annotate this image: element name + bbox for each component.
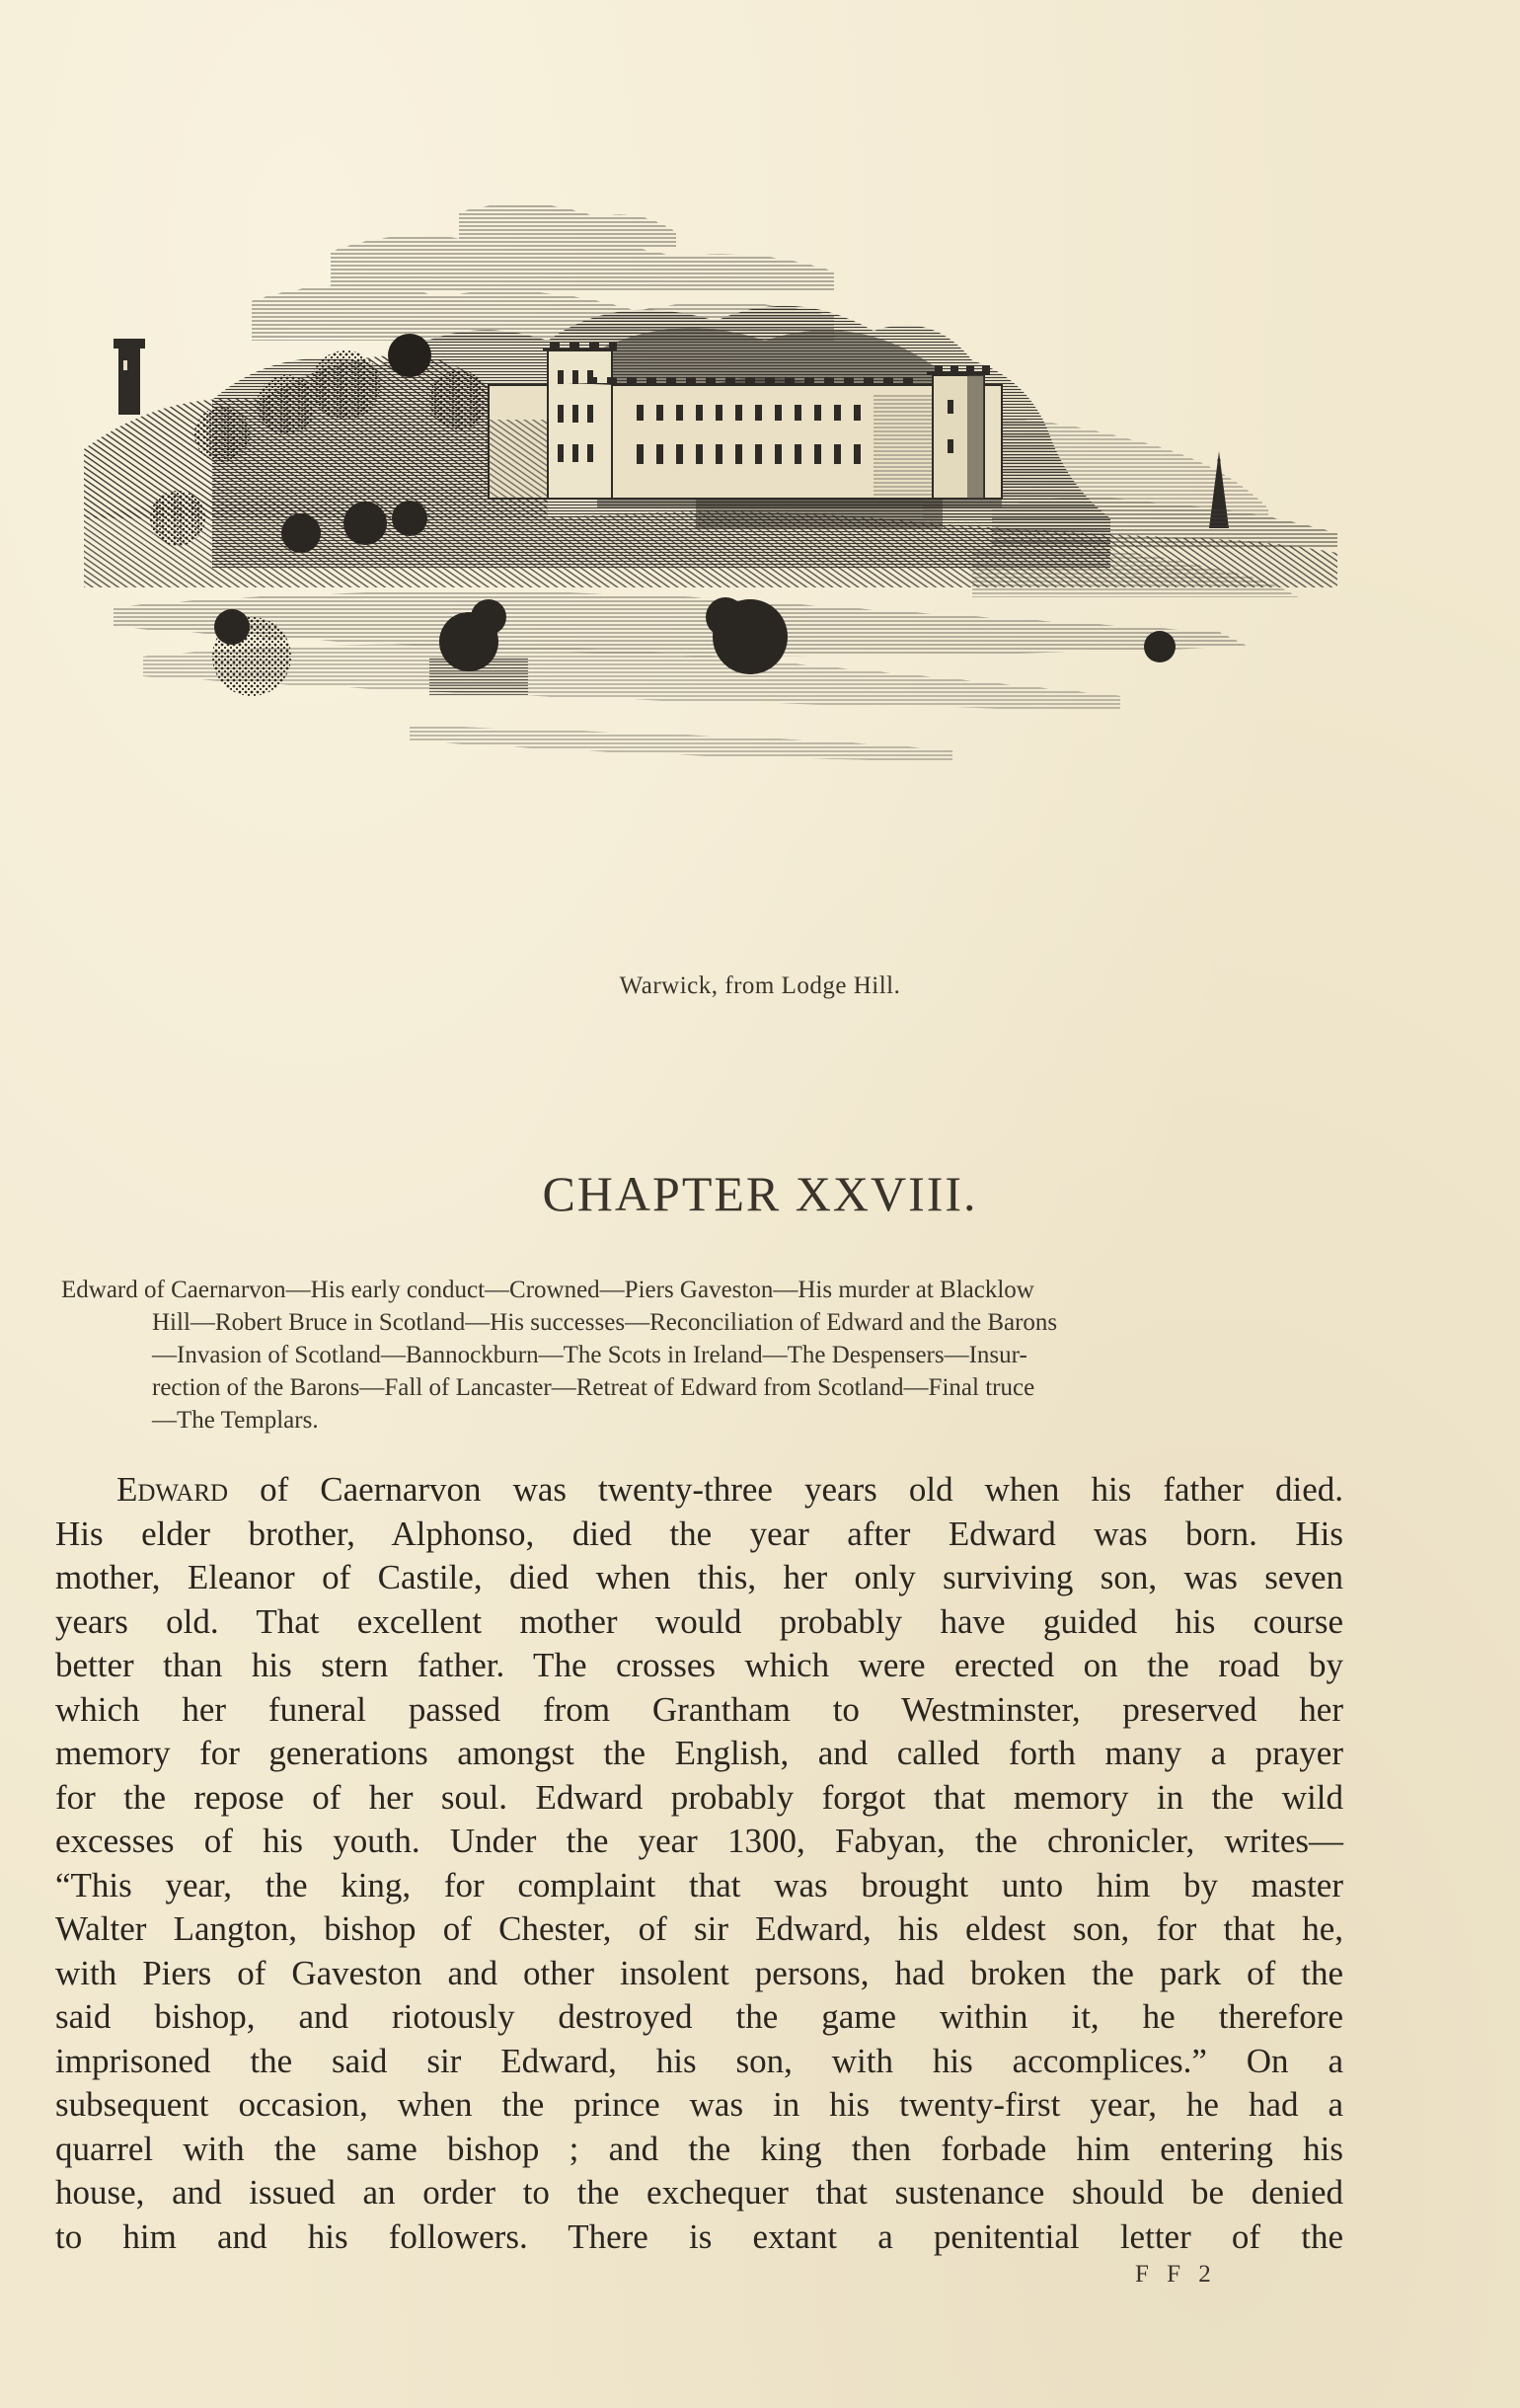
body-line-first-rest: of Caernarvon was twenty-three years old when his father died. [228, 1470, 1343, 1509]
body-line: Walter Langton, bishop of Chester, of sir Edward, his eldest son, for that he, [55, 1909, 1343, 1948]
signature-mark: F F 2 [1135, 2261, 1217, 2288]
synopsis-line: Hill—Robert Bruce in Scotland—His successes—Reconciliation of Edward and the Barons [152, 1309, 1058, 1336]
chapter-heading: CHAPTER XXVIII. [542, 1166, 978, 1221]
synopsis-line: rection of the Barons—Fall of Lancaster—Retreat of Edward from Scotland—Final truce [152, 1374, 1035, 1401]
body-text [55, 1468, 1343, 2259]
body-line: “This year, the king, for complaint that was brought unto him by master [55, 1865, 1343, 1904]
body-line: to him and his followers. There is extant a penitential letter of the [55, 2216, 1343, 2256]
body-line: His elder brother, Alphonso, died the year after Edward was born. His [55, 1514, 1343, 1553]
body-line: memory for generations amongst the English, and called forth many a prayer [55, 1734, 1343, 1772]
body-line: house, and issued an order to the exchequer that sustenance should be denied [55, 2173, 1343, 2212]
body-line: better than his stern father. The crosses which were erected on the road by [55, 1646, 1343, 1684]
synopsis-line: —The Templars. [152, 1407, 319, 1434]
body-line-first [55, 1468, 1343, 1513]
body-line: for the repose of her soul. Edward probably forgot that memory in the wild [55, 1777, 1343, 1817]
body-line: subsequent occasion, when the prince was in his twenty-first year, he had a [55, 2085, 1343, 2124]
body-line: mother, Eleanor of Castile, died when this, her only surviving son, was seven [55, 1558, 1343, 1596]
illustration-caption: Warwick, from Lodge Hill. [619, 972, 901, 999]
body-line: years old. That excellent mother would probably have guided his course [55, 1601, 1343, 1641]
body-line: imprisoned the said sir Edward, his son, with his accomplices.” On a [55, 2041, 1343, 2080]
opening-word: Edward [116, 1470, 229, 1509]
body-line: quarrel with the same bishop ; and the king then forbade him entering his [55, 2129, 1343, 2168]
body-line: with Piers of Gaveston and other insolent persons, had broken the park of the [55, 1953, 1343, 1992]
body-line: said bishop, and riotously destroyed the game within it, he therefore [55, 1997, 1343, 2036]
synopsis-line: Edward of Caernarvon—His early conduct—Crowned—Piers Gaveston—His murder at Blacklow [61, 1277, 1034, 1303]
body-line: which her funeral passed from Grantham to Westminster, preserved her [55, 1689, 1343, 1729]
body-line: excesses of his youth. Under the year 1300, Fabyan, the chronicler, writes— [55, 1822, 1343, 1860]
chapter-synopsis [61, 1274, 1344, 1437]
warwick-castle-engraving [84, 193, 1347, 943]
synopsis-line: —Invasion of Scotland—Bannockburn—The Scots in Ireland—The Despensers—Insur- [152, 1342, 1027, 1368]
